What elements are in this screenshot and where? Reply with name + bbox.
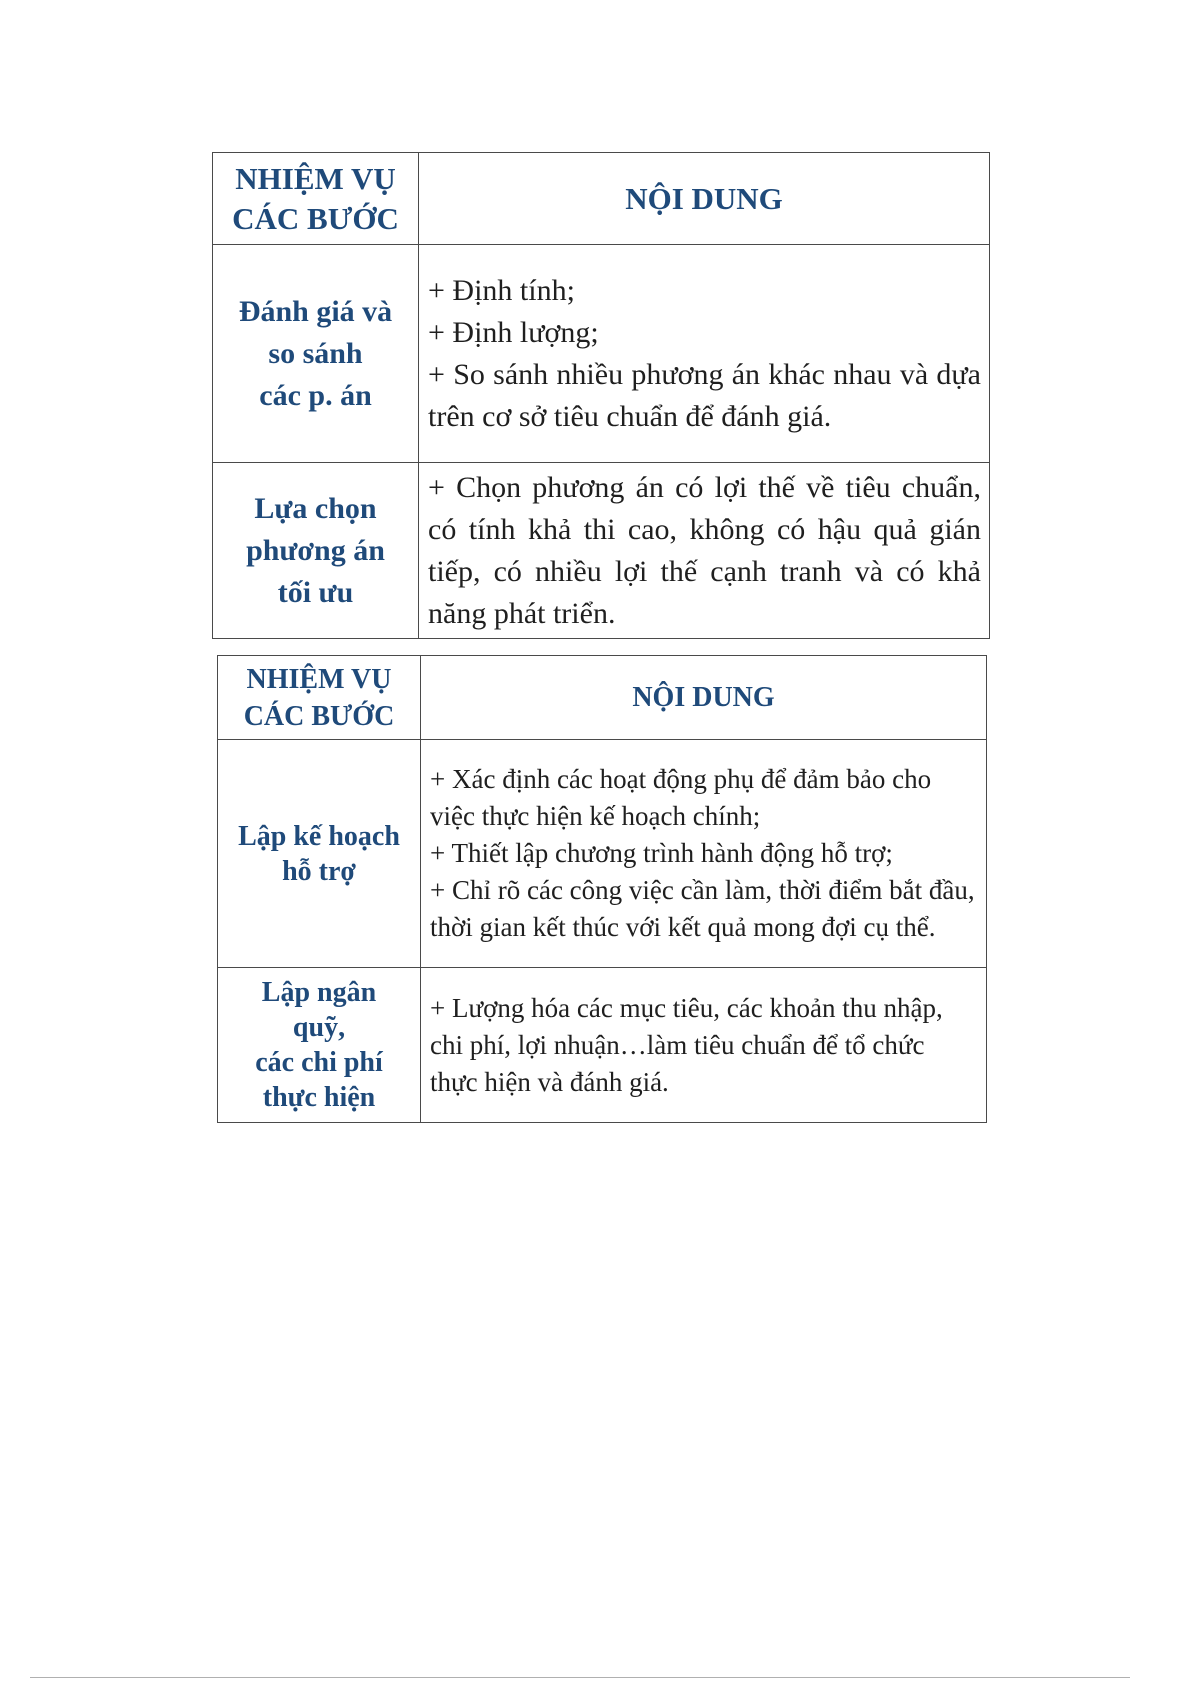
header-content: NỘI DUNG <box>421 656 987 740</box>
step-label: phương án <box>246 533 385 567</box>
step-label: so sánh <box>268 336 363 370</box>
table-row <box>218 740 987 968</box>
header-label: NHIỆM VỤ <box>235 160 396 196</box>
step-label: các chi phí <box>255 1047 383 1078</box>
content-line: + Chọn phương án có lợi thế về tiêu chuẩn, có tính khả thi cao, không có hậu quả gián tiếp, có nhiều lợi thế cạnh tranh và có khả năng phát triển. <box>428 470 981 630</box>
content-cell <box>419 245 990 463</box>
header-tasks-steps <box>213 153 419 245</box>
content-cell <box>419 463 990 639</box>
step-label: Lập kế hoạch <box>238 820 400 852</box>
step-label: Đánh giá và <box>238 294 393 328</box>
content-line: + Chỉ rõ các công việc cần làm, thời điểm bắt đầu, thời gian kết thúc với kết quả mong đợi cụ thể. <box>430 875 975 942</box>
step-label: Lựa chọn <box>254 491 377 525</box>
content-line: + So sánh nhiều phương án khác nhau và dựa trên cơ sở tiêu chuẩn để đánh giá. <box>428 357 981 433</box>
content-cell <box>421 740 987 968</box>
step-label: các p. án <box>259 378 372 412</box>
table-header-row <box>218 656 987 740</box>
content-line: + Thiết lập chương trình hành động hỗ trợ; <box>430 838 893 868</box>
header-label: NHIỆM VỤ <box>246 663 392 695</box>
header-label: CÁC BƯỚC <box>232 200 399 236</box>
header-tasks-steps <box>218 656 421 740</box>
step-cell <box>218 968 421 1123</box>
step-label: thực hiện <box>262 1082 376 1113</box>
step-label: tối ưu <box>277 575 354 609</box>
table-row <box>213 463 990 639</box>
table-header-row <box>213 153 990 245</box>
step-cell <box>213 463 419 639</box>
content-line: + Xác định các hoạt động phụ để đảm bảo cho việc thực hiện kế hoạch chính; <box>430 764 932 831</box>
content-line: + Lượng hóa các mục tiêu, các khoản thu nhập, chi phí, lợi nhuận…làm tiêu chuẩn để tổ chức thực hiện và đánh giá. <box>430 992 943 1097</box>
header-content: NỘI DUNG <box>419 153 990 245</box>
step-cell <box>218 740 421 968</box>
content-line: + Định tính; <box>428 273 575 307</box>
task-table-2 <box>217 655 987 1123</box>
header-label: CÁC BƯỚC <box>243 700 395 732</box>
task-table-1 <box>212 152 990 639</box>
table-row <box>218 968 987 1123</box>
page-bottom-divider <box>30 1677 1130 1678</box>
table-row <box>213 245 990 463</box>
content-line: + Định lượng; <box>428 315 599 349</box>
content-cell <box>421 968 987 1123</box>
step-label: hỗ trợ <box>282 855 356 887</box>
step-cell <box>213 245 419 463</box>
step-label: quỹ, <box>292 1012 346 1043</box>
step-label: Lập ngân <box>261 977 377 1008</box>
